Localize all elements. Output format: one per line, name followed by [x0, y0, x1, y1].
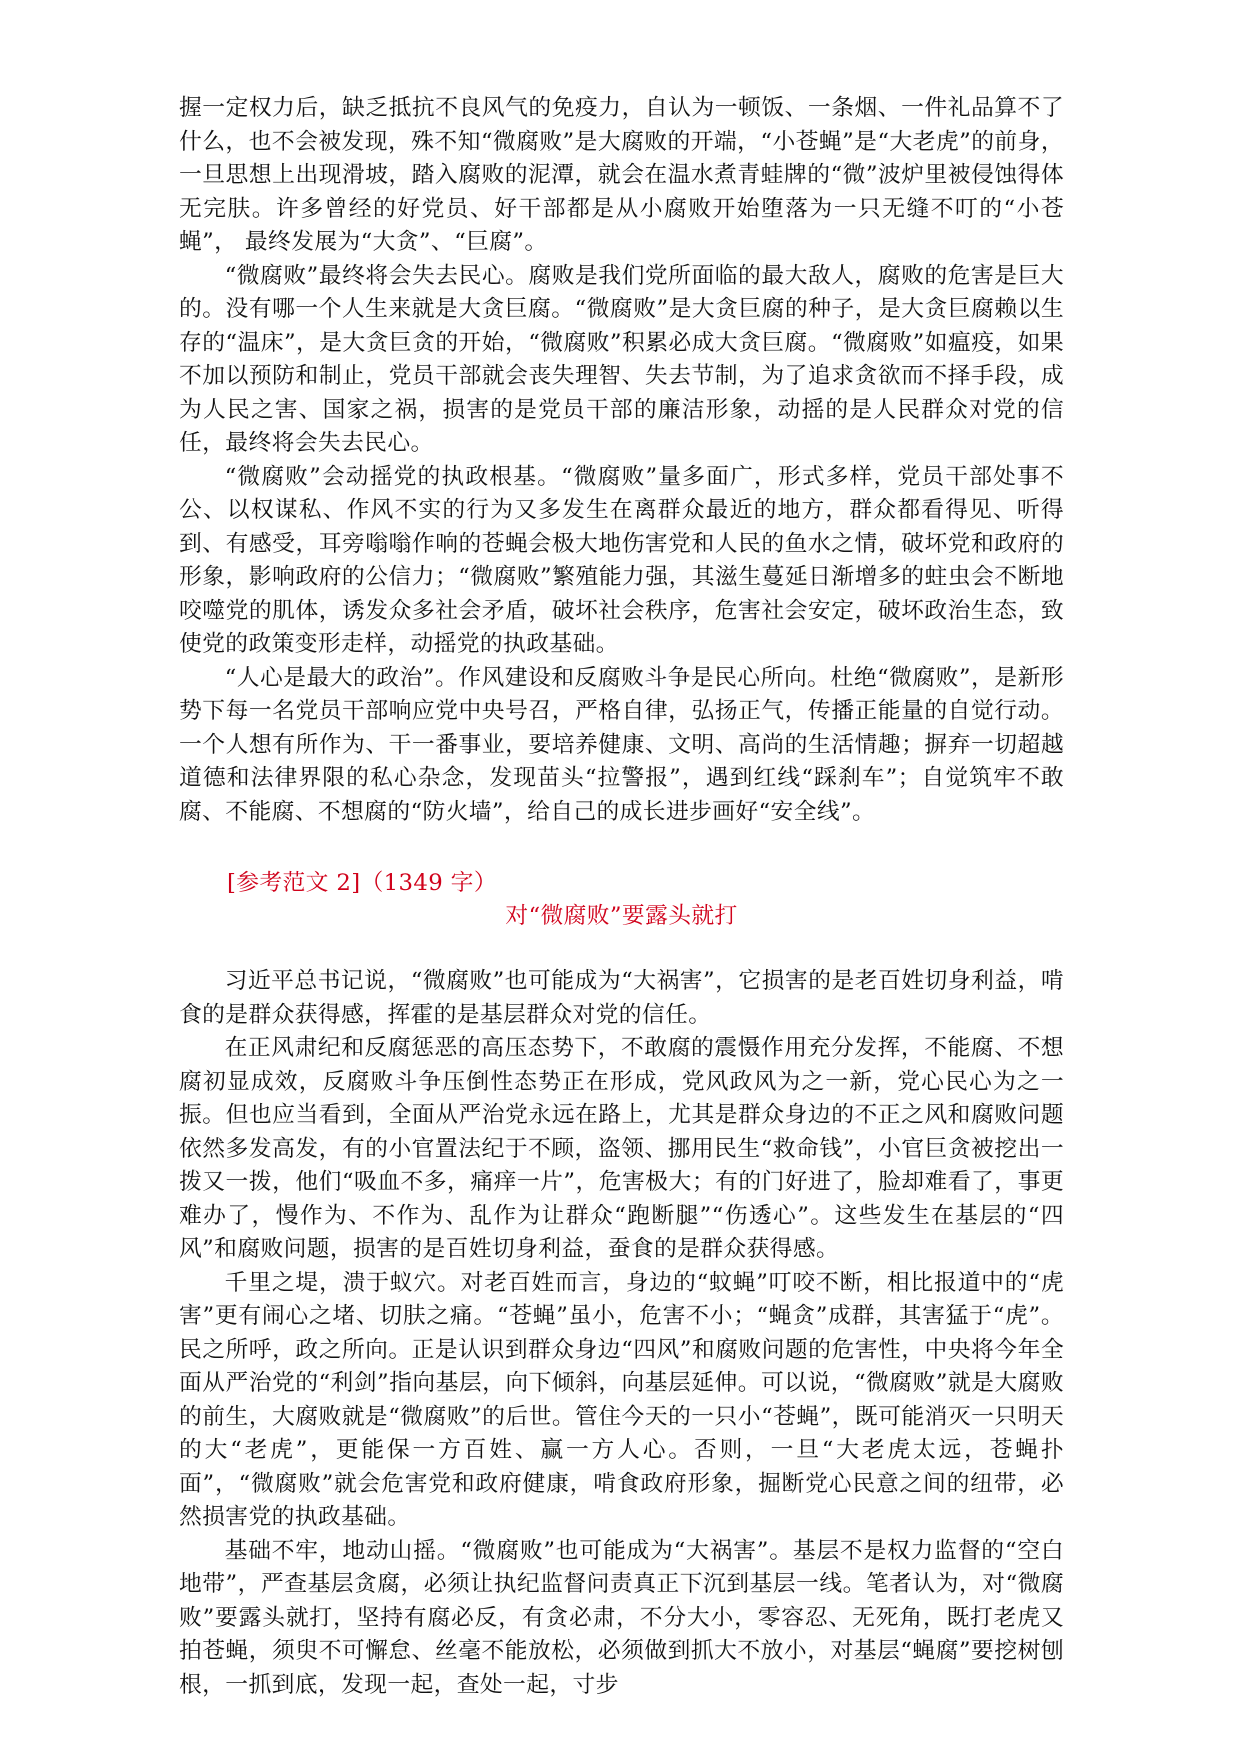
essay-2-paragraph-2: 在正风肃纪和反腐惩恶的高压态势下，不敢腐的震慑作用充分发挥，不能腐、不想腐初显成效，反腐败斗争压倒性态势正在形成，党风政风为之一新，党心民心为之一振。但也应当看到，全面从严治党永远在路上，尤其是群众身边的不正之风和腐败问题依然多发高发，有的小官置法纪于不顾，盗领、挪用民生“救命钱”，小官巨贪被挖出一拨又一拨，他们“吸血不多，痛痒一片”，危害极大；有的门好进了，脸却难看了，事更难办了，慢作为、不作为、乱作为让群众“跑断腿”“伤透心”。这些发生在基层的“四风”和腐败问题，损害的是百姓切身利益，蚕食的是群众获得感。 [179, 1035, 1064, 1262]
essay-2-paragraph-4: 基础不牢，地动山摇。“微腐败”也可能成为“大祸害”。基层不是权力监督的“空白地带”，严查基层贪腐，必须让执纪监督问责真正下沉到基层一线。笔者认为，对“微腐败”要露头就打，坚持有腐必反，有贪必肃，不分大小，零容忍、无死角，既打老虎又拍苍蝇，须臾不可懈怠、丝毫不能放松，必须做到抓大不放小，对基层“蝇腐”要挖树刨根，一抓到底，发现一起，查处一起，寸步 [179, 1537, 1064, 1698]
section-spacer [179, 829, 1064, 867]
essay-1-body [179, 92, 1064, 829]
title-spacer [179, 933, 1064, 965]
essay-1-paragraph-2: “微腐败”最终将会失去民心。腐败是我们党所面临的最大敌人，腐败的危害是巨大的。没有哪一个人生来就是大贪巨腐。“微腐败”是大贪巨腐的种子，是大贪巨腐赖以生存的“温床”，是大贪巨贪的开始，“微腐败”积累必成大贪巨腐。“微腐败”如瘟疫，如果不加以预防和制止，党员干部就会丧失理智、失去节制，为了追求贪欲而不择手段，成为人民之害、国家之祸，损害的是党员干部的廉洁形象，动摇的是人民群众对党的信任，最终将会失去民心。 [179, 262, 1064, 456]
essay-2 [179, 867, 1064, 1702]
reference-essay-title: 对“微腐败”要露头就打 [505, 903, 738, 929]
essay-1-paragraph-1: 握一定权力后，缺乏抵抗不良风气的免疫力，自认为一顿饭、一条烟、一件礼品算不了什么，也不会被发现，殊不知“微腐败”是大腐败的开端，“小苍蝇”是“大老虎”的前身，一旦思想上出现滑坡，踏入腐败的泥潭，就会在温水煮青蛙牌的“微”波炉里被侵蚀得体无完肤。许多曾经的好党员、好干部都是从小腐败开始堕落为一只无缝不叮的“小苍蝇”， 最终发展为“大贪”、“巨腐”。 [179, 95, 1064, 255]
essay-1-paragraph-3: “微腐败”会动摇党的执政根基。“微腐败”量多面广，形式多样，党员干部处事不公、以权谋私、作风不实的行为又多发生在离群众最近的地方，群众都看得见、听得到、有感受，耳旁嗡嗡作响的苍蝇会极大地伤害党和人民的鱼水之情，破坏党和政府的形象，影响政府的公信力；“微腐败”繁殖能力强，其滋生蔓延日渐增多的蛀虫会不断地咬噬党的肌体，诱发众多社会矛盾，破坏社会秩序，危害社会安定，破坏政治生态，致使党的政策变形走样，动摇党的执政基础。 [179, 463, 1064, 657]
essay-1-paragraph-4: “人心是最大的政治”。作风建设和反腐败斗争是民心所向。杜绝“微腐败”，是新形势下每一名党员干部响应党中央号召，严格自律，弘扬正气，传播正能量的自觉行动。一个人想有所作为、干一番事业，要培养健康、文明、高尚的生活情趣；摒弃一切超越道德和法律界限的私心杂念，发现苗头“拉警报”，遇到红线“踩刹车”；自觉筑牢不敢腐、不能腐、不想腐的“防火墙”，给自己的成长进步画好“安全线”。 [179, 664, 1064, 825]
essay-2-paragraph-1: 习近平总书记说，“微腐败”也可能成为“大祸害”，它损害的是老百姓切身利益，啃食的是群众获得感，挥霍的是基层群众对党的信任。 [179, 968, 1064, 1028]
reference-essay-label: [参考范文 2]（1349 字） [227, 870, 497, 896]
document-page [179, 92, 1064, 1702]
essay-2-paragraph-3: 千里之堤，溃于蚁穴。对老百姓而言，身边的“蚊蝇”叮咬不断，相比报道中的“虎害”更有闹心之堵、切肤之痛。“苍蝇”虽小，危害不小；“蝇贪”成群，其害猛于“虎”。民之所呼，政之所向。正是认识到群众身边“四风”和腐败问题的危害性，中央将今年全面从严治党的“利剑”指向基层，向下倾斜，向基层延伸。可以说，“微腐败”就是大腐败的前生，大腐败就是“微腐败”的后世。管住今天的一只小“苍蝇”，既可能消灭一只明天的大“老虎”，更能保一方百姓、赢一方人心。否则，一旦“大老虎太远，苍蝇扑面”，“微腐败”就会危害党和政府健康，啃食政府形象，掘断党心民意之间的纽带，必然损害党的执政基础。 [179, 1269, 1064, 1530]
